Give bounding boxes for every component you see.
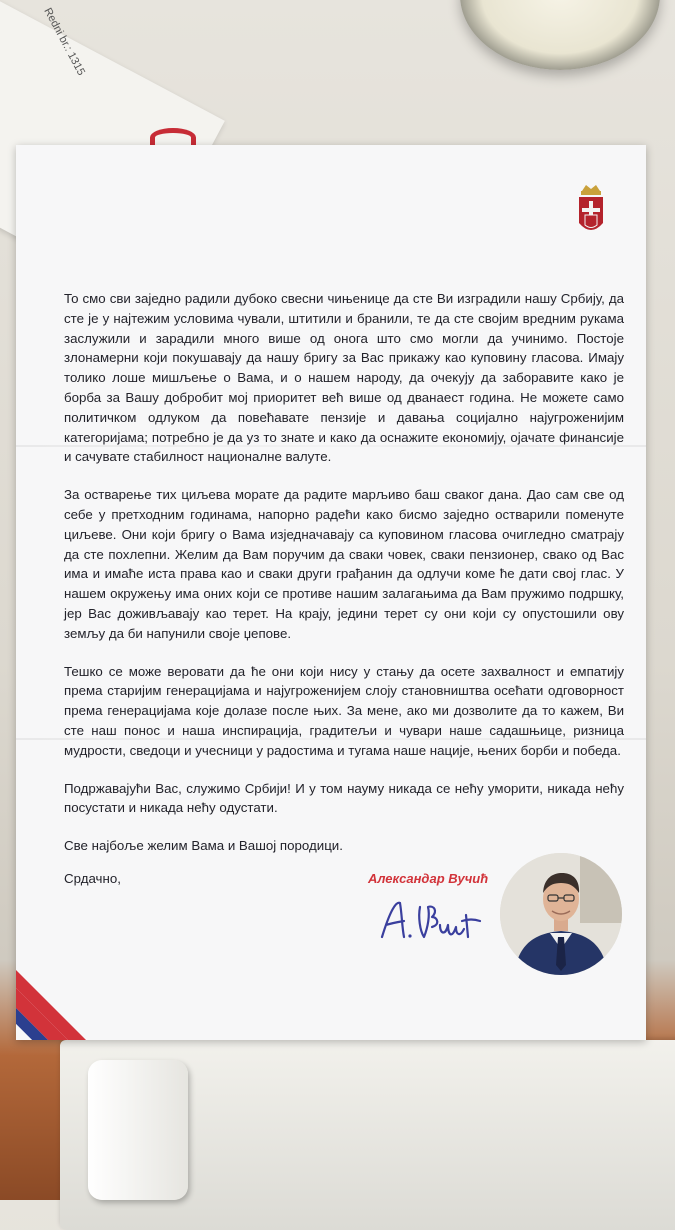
signatory-name: Александар Вучић: [368, 871, 489, 886]
portrait-photo: [500, 853, 622, 975]
closing-salutation: Срдачно,: [64, 871, 121, 886]
letter-sheet: [16, 145, 646, 1040]
paragraph: Подржавајући Вас, служимо Србији! И у том науму никада се нећу уморити, никада нећу посустати и никада нећу одустати.: [64, 780, 624, 816]
flag-stripes-decoration: [16, 890, 166, 1040]
paragraph: Тешко се може веровати да ће они који нису у стању да осете захвалност и емпатију према старијим генерацијама и најугроженијем слоју становништва осећати одговорност према генерацијама које долазе после њих. За мене, ако ми дозволите да то кажем, Ви сте наш понос и наша инспирација, градитељи и чувари наше садашњице, ризница мудрости, сведоци и учесници у радостима и тугама наше нације, њених борби и победа.: [64, 663, 624, 758]
furniture-handle: [88, 1060, 188, 1200]
paragraph: То смо сви заједно радили дубоко свесни чињенице да сте Ви изградили нашу Србију, да сте је у најтежим условима чували, штитили и бранили, те да сте својим вредним рукама заслужили и зарадили много више од онога што смо могли да учинимо. Постоје злонамерни који покушавају да нашу бригу за Вас прикажу као куповину гласова. Имају толико лоше мишљење о Вама, и о нашем народу, да очекују да заборавите како је борба за Вашу добробит мој приоритет већ више од дванаест година. Не можете само политичком одлуком да повећавате пензије и давања социјално најугроженијим категоријама; потребно је да уз то знате и како да оснажите економију, ојачате финансије и сачувате стабилност националне валуте.: [64, 291, 624, 465]
paragraph: За остварење тих циљева морате да радите марљиво баш сваког дана. Дао сам све од себе у претходним годинама, напорно радећи како бисмо заједно остварили поменуте циљеве. Они који бригу о Вама изједначавају са куповином гласова очигледно сматрају да сте похлепни. Желим да Вам поручим да сваки човек, сваки пензионер, свако од Вас има и имаће иста права као и сваки други грађанин да одлучи коме ће дати свој глас. У нашем окружењу има оних који се противе нашим залагањима да Вам пружимо подршку, јер Вас доживљавају као терет. На крају, једини терет су они који су опустошили ову земљу да би напунили своје џепове.: [64, 487, 624, 641]
candle-glass: [460, 0, 660, 70]
envelope-reference-text: Redni br.: 1315: [41, 6, 88, 78]
serbian-coat-of-arms-icon: [576, 183, 606, 239]
handwritten-signature: [376, 891, 496, 951]
paragraph: Све најбоље желим Вама и Вашој породици.: [64, 838, 343, 854]
letter-body: [64, 289, 624, 874]
